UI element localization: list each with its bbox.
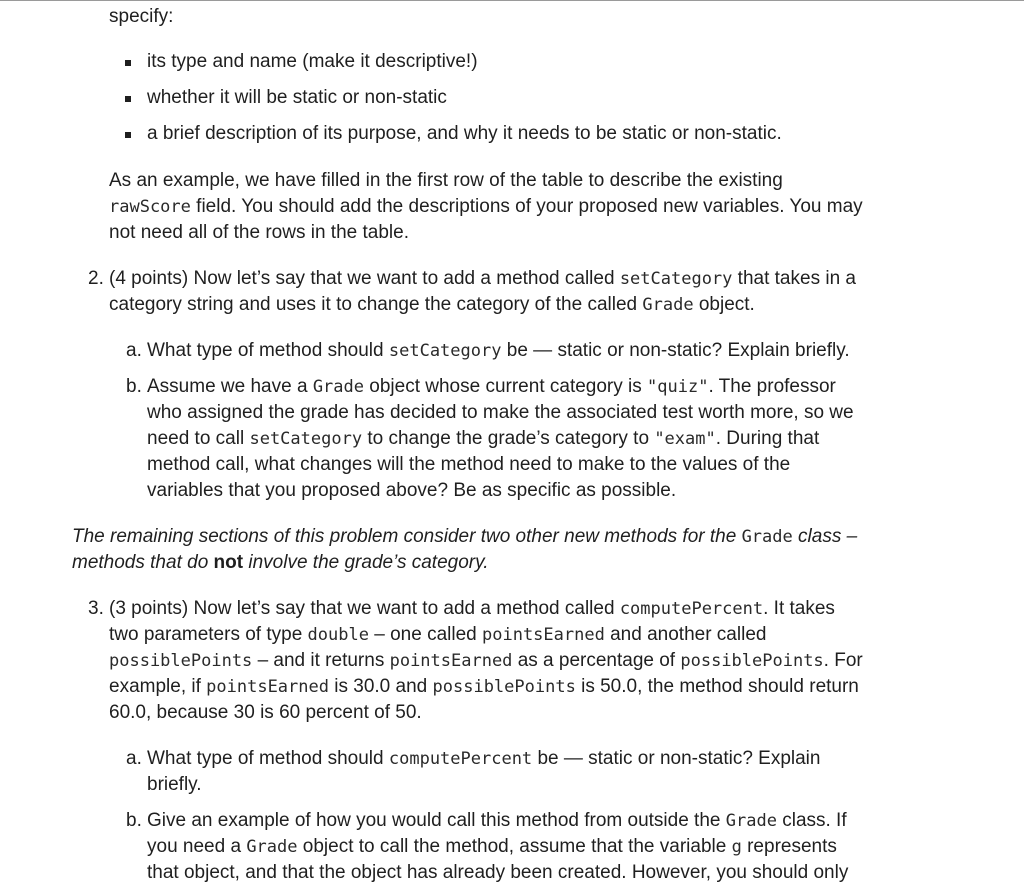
example-paragraph: As an example, we have filled in the first row of the table to describe the existing rawScore field. You should add the descriptions of your proposed new variables. You may not need all of the rows in the table. [109, 170, 863, 243]
bullet-marker [125, 96, 131, 102]
bullet-item: a brief description of its purpose, and why it needs to be static or non-static. [147, 123, 782, 144]
bullet-item: its type and name (make it descriptive!) [147, 51, 478, 72]
question-2a-text: What type of method should setCategory be — static or non-static? Explain briefly. [147, 340, 850, 361]
question-3-text: (3 points) Now let’s say that we want to add a method called computePercent. It takes two parameters of type double – one called pointsEarned and another called possiblePoints – and it returns pointsEarned as a percentage of possiblePoints. For example, if pointsEarned is 30.0 and possiblePoints is 50.0, the method should return 60.0, because 30 is 60 percent of 50. [109, 598, 863, 723]
subquestion-label: a. [126, 340, 142, 361]
intro-text: specify: [109, 6, 174, 27]
top-divider [0, 0, 1024, 1]
question-3b-text: Give an example of how you would call this method from outside the Grade class. If you need a Grade object to call the method, assume that the variable g represents that object, and that the object has already been created. However, you should only [147, 810, 849, 883]
question-number: 3. [88, 598, 104, 619]
remaining-sections-note: The remaining sections of this problem consider two other new methods for the Grade class – methods that do not involve the grade’s category. [72, 526, 858, 573]
subquestion-label: a. [126, 748, 142, 769]
question-2b-text: Assume we have a Grade object whose current category is "quiz". The professor who assigned the grade has decided to make the associated test worth more, so we need to call setCategory to change the grade’s category to "exam". During that method call, what changes will the method need to make to the values of the variables that you proposed above? Be as specific as possible. [147, 376, 854, 501]
question-3a-text: What type of method should computePercent be — static or non-static? Explain briefly. [147, 748, 821, 795]
bullet-marker [125, 132, 131, 138]
question-2-text: (4 points) Now let’s say that we want to add a method called setCategory that takes in a category string and uses it to change the category of the called Grade object. [109, 268, 856, 315]
bullet-item: whether it will be static or non-static [147, 87, 447, 108]
bullet-marker [125, 60, 131, 66]
subquestion-label: b. [126, 810, 142, 831]
question-number: 2. [88, 268, 104, 289]
subquestion-label: b. [126, 376, 142, 397]
